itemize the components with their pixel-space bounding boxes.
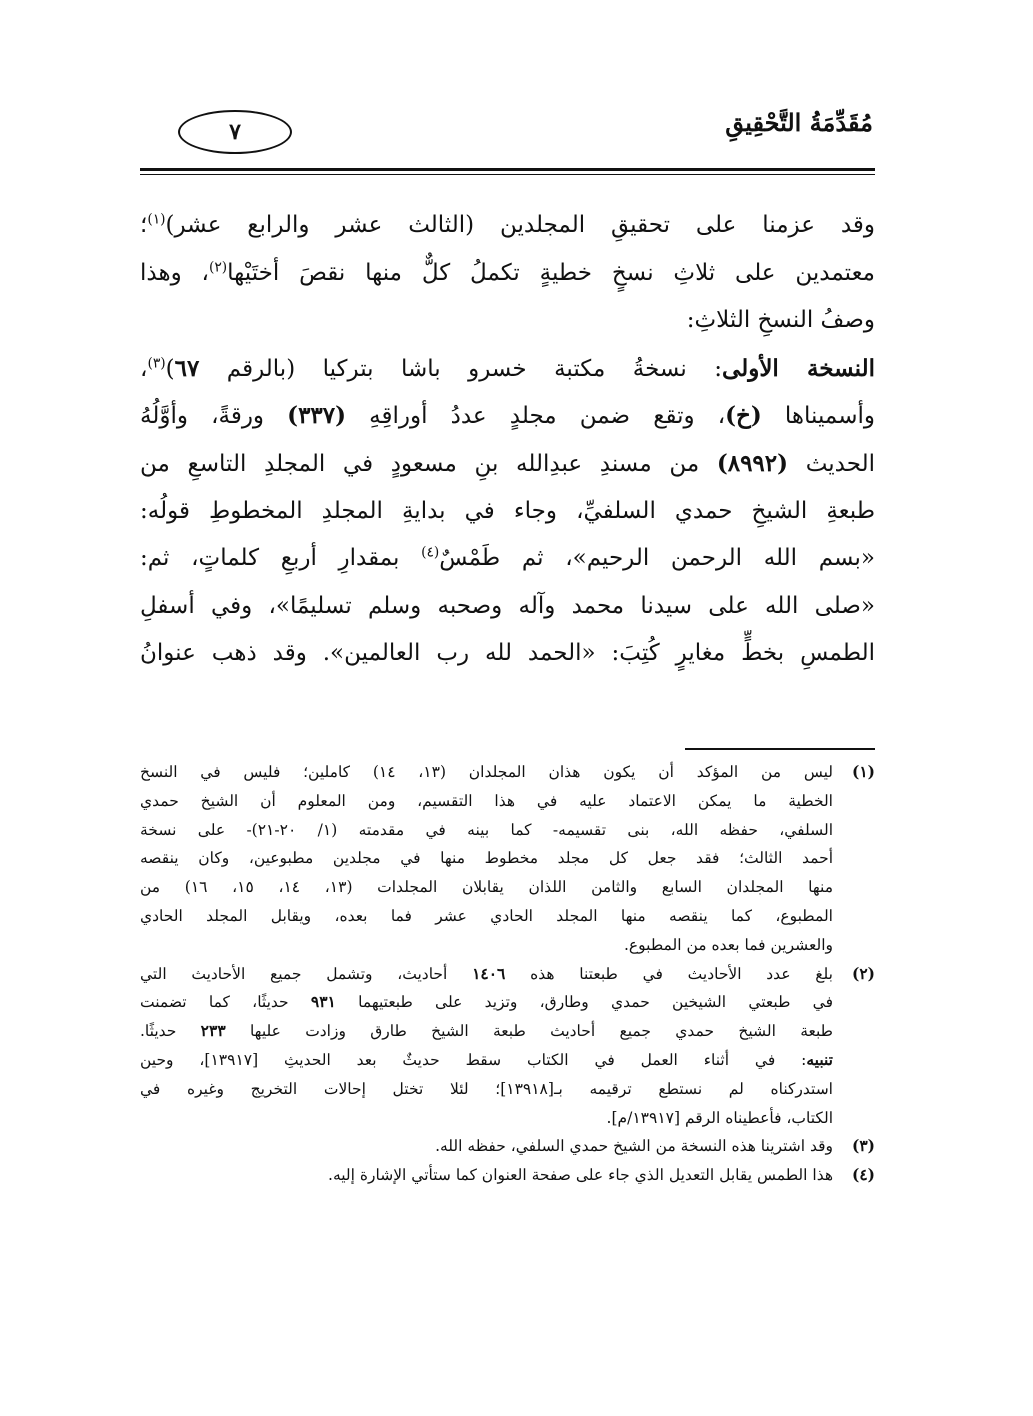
text-line [140, 250, 875, 298]
footnote-number: (٣) [851, 1136, 875, 1156]
text-segment: ورقةً، وأوَّلُهُ [140, 403, 288, 430]
text-segment: معتمدين على ثلاثِ نسخٍ خطيةٍ تكملُ كلٌّ منها نقصَ أختَيْها [227, 259, 875, 286]
text-segment: هذا الطمس يقابل التعديل الذي جاء على صفحة العنوان كما ستأتي الإشارة إليه. [328, 1166, 833, 1185]
text-line [140, 392, 875, 440]
text-segment: (خ) [725, 402, 762, 430]
footnote-ref[interactable]: (٣) [147, 355, 166, 372]
text-segment: في طبعتي الشيخين حمدي وطارق، وتزيد على طبعتيهما [335, 993, 833, 1012]
text-segment: ، وتقع ضمن مجلدٍ عددُ أوراقِهِ [346, 403, 726, 430]
footnote-line [140, 1017, 875, 1046]
text-segment: «بسم الله الرحمن الرحيم»، ثم طَمْسٌ [439, 545, 875, 572]
text-segment: منها المجلدان السابع والثامن اللذان يقابلان المجلدات (١٣، ١٤، ١٥، ١٦) من [140, 878, 834, 897]
text-segment: حديثًا، كما تضمنت [140, 993, 311, 1012]
footnote-ref[interactable]: (٢) [208, 258, 228, 275]
text-line [140, 202, 875, 250]
text-segment: وقد اشترينا هذه النسخة من الشيخ حمدي السلفي، حفظه الله. [435, 1137, 833, 1156]
text-segment: (٣٣٧) [287, 402, 347, 430]
text-segment: حديثًا. [140, 1022, 201, 1041]
text-segment: : في أثناء العمل في الكتاب سقط حديثٌ بعد الحديثِ [١٣٩١٧]، وحين [140, 1050, 807, 1069]
footnotes [140, 758, 875, 1190]
text-segment: والعشرين فما بعده من المطبوع. [623, 935, 833, 954]
text-line [140, 440, 875, 488]
text-segment: : نسخةُ مكتبة خسرو باشا بتركيا (بالرقم [199, 355, 723, 382]
footnote-line [140, 960, 875, 989]
text-line [140, 345, 875, 393]
footnote-line [140, 931, 875, 960]
footnote-line [140, 873, 875, 902]
page-number: ٧ [229, 119, 241, 145]
text-segment: ؛ [140, 212, 148, 238]
text-segment: الطمسِ بخطٍّ مغايرٍ كُتِبَ: «الحمد لله رب العالمين». وقد ذهب عنوانُ [140, 640, 875, 667]
text-segment: الكتاب، فأعطيناه الرقم [١٣٩١٧/م]. [606, 1108, 833, 1127]
footnote-separator [685, 748, 875, 750]
footnote-line [140, 902, 875, 931]
footnote-number: (١) [851, 762, 875, 781]
text-line [140, 630, 875, 678]
running-header-title: مُقَدِّمَةُ التَّحْقِيقِ [725, 108, 873, 137]
text-line [140, 488, 875, 536]
footnote-line [140, 758, 875, 787]
text-segment: ٩٣١ [310, 992, 336, 1012]
text-segment: ١٤٠٦ [472, 963, 506, 983]
text-segment: (٨٩٩٢) [716, 449, 789, 477]
text-segment: ليس من المؤكد أن يكون هذان المجلدان (١٣، ١٤) كاملين؛ فليس في النسخ [140, 763, 833, 781]
text-segment: بلغ عدد الأحاديث في طبعتنا هذه [505, 964, 833, 983]
footnote-line [140, 1161, 875, 1190]
footnote-line [140, 816, 875, 845]
text-segment: ٢٣٣ [200, 1021, 226, 1041]
text-segment: ٦٧ [174, 354, 200, 382]
text-segment: الخطية ما يمكن الاعتماد عليه في هذا التقسيم، ومن المعلوم أن الشيخ حمدي [140, 791, 833, 810]
text-segment: «صلى الله على سيدنا محمد وآله وصحبه وسلم تسليمًا»، وفي أسفلِ [140, 592, 875, 619]
text-line [140, 297, 875, 345]
header-rule-thick [140, 168, 875, 171]
text-segment: أحاديث، وتشمل جميع الأحاديث التي [140, 964, 473, 983]
header-rule-thin [140, 174, 875, 175]
text-segment: بمقدارِ أربعِ كلماتٍ، ثم: [140, 545, 422, 572]
footnote-line [140, 988, 875, 1017]
text-segment: النسخة الأولى [722, 354, 875, 382]
text-segment: ) [165, 355, 175, 382]
text-line [140, 583, 875, 631]
text-segment: طبعة الشيخ حمدي جميع أحاديث طبعة الشيخ طارق وزادت عليها [225, 1022, 833, 1041]
footnote-line [140, 787, 875, 816]
footnote-line [140, 1132, 875, 1161]
text-segment: أحمد الثالث؛ فقد جعل كل مجلد مخطوط منها في مجلدين مطبوعين، وكان ينقصه [140, 849, 833, 868]
text-segment: وصفُ النسخِ الثلاثِ: [686, 307, 875, 334]
text-segment: ، [140, 355, 148, 382]
footnote-line [140, 1104, 875, 1133]
text-segment: السلفي، حفظه الله، بنى تقسيمه- كما بينه في مقدمته (١/ ٢٠-٢١)- على نسخة [140, 820, 834, 839]
text-segment: المطبوع، كما ينقصه منها المجلد الحادي عشر فما بعده، ويقابل المجلد الحادي [140, 906, 833, 925]
text-segment: من مسندِ عبدِالله بنِ مسعودٍ في المجلدِ التاسعِ من [140, 450, 717, 477]
text-segment: وقد عزمنا على تحقيقِ المجلدين (الثالث عشر والرابع عشر) [165, 212, 875, 238]
footnote-number: (٢) [851, 963, 875, 983]
text-segment: ، وهذا [140, 259, 209, 286]
text-segment: تنبيه [806, 1049, 833, 1069]
main-text [140, 202, 875, 678]
footnote-ref[interactable]: (٤) [421, 544, 440, 561]
text-segment: وأسميناها [761, 403, 875, 430]
footnote-number: (٤) [851, 1165, 875, 1185]
footnote-line [140, 844, 875, 873]
footnote-line [140, 1046, 875, 1075]
text-segment: استدركناه لم نستطع ترقيمه بـ[١٣٩١٨]؛ لئلا تختل إحالات التخريج وغيره في [140, 1079, 833, 1098]
text-line [140, 535, 875, 583]
text-segment: الحديث [788, 450, 875, 477]
text-segment: طبعةِ الشيخِ حمدي السلفيِّ، وجاء في بدايةِ المجلدِ المخطوطِ قولُه: [140, 497, 875, 524]
page-number-badge [178, 110, 292, 154]
footnote-line [140, 1075, 875, 1104]
footnote-ref[interactable]: (١) [147, 211, 166, 228]
